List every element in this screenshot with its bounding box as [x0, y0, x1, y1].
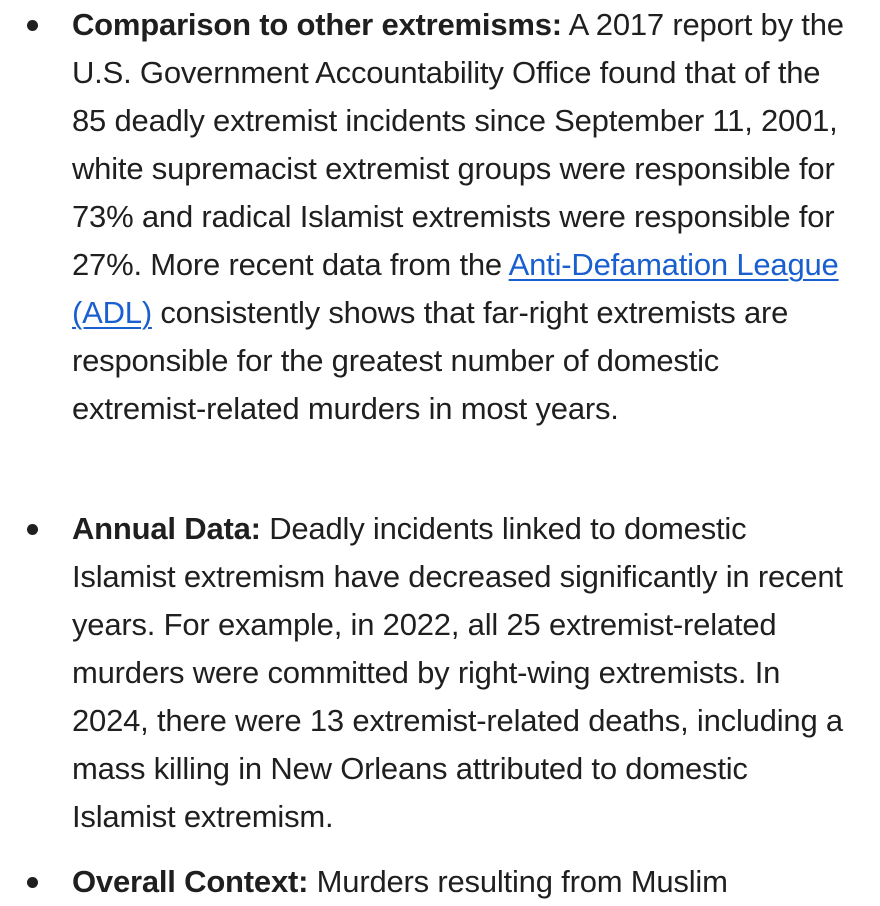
list-item-heading: Overall Context: — [72, 864, 309, 899]
list-item-text: Murders resulting from Muslim — [308, 864, 728, 899]
list-item-annual-data — [0, 505, 880, 841]
list-item-text: Deadly incidents linked to domestic Islamist extremism have decreased significantly in recent years. For example, in 2022, all 25 extremist-related murders were committed by right-wing extremists. In 2024, there were 13 extremist-related deaths, including a mass killing in New Orleans attributed to domestic Islamist extremism. — [72, 511, 843, 834]
bullet-dot-icon — [27, 877, 38, 888]
list-item-heading: Comparison to other extremisms: — [72, 7, 562, 42]
list-item-heading: Annual Data: — [72, 511, 261, 546]
list-item-comparison — [0, 1, 880, 433]
bullet-dot-icon — [27, 524, 38, 535]
list-item-text: A 2017 report by the U.S. Government Accountability Office found that of the 85 deadly extremist incidents since September 11, 2001, white supremacist extremist groups were responsible for 73% and radical Islamist extremists were responsible for 27%. More recent data from the — [72, 7, 844, 282]
adl-link[interactable]: Anti-Defamation League (ADL) — [72, 247, 839, 330]
bullet-dot-icon — [27, 20, 38, 31]
list-item-text: consistently shows that far-right extremists are responsible for the greatest number of domestic extremist-related murders in most years. — [72, 295, 789, 426]
list-item-overall-context — [0, 858, 880, 906]
